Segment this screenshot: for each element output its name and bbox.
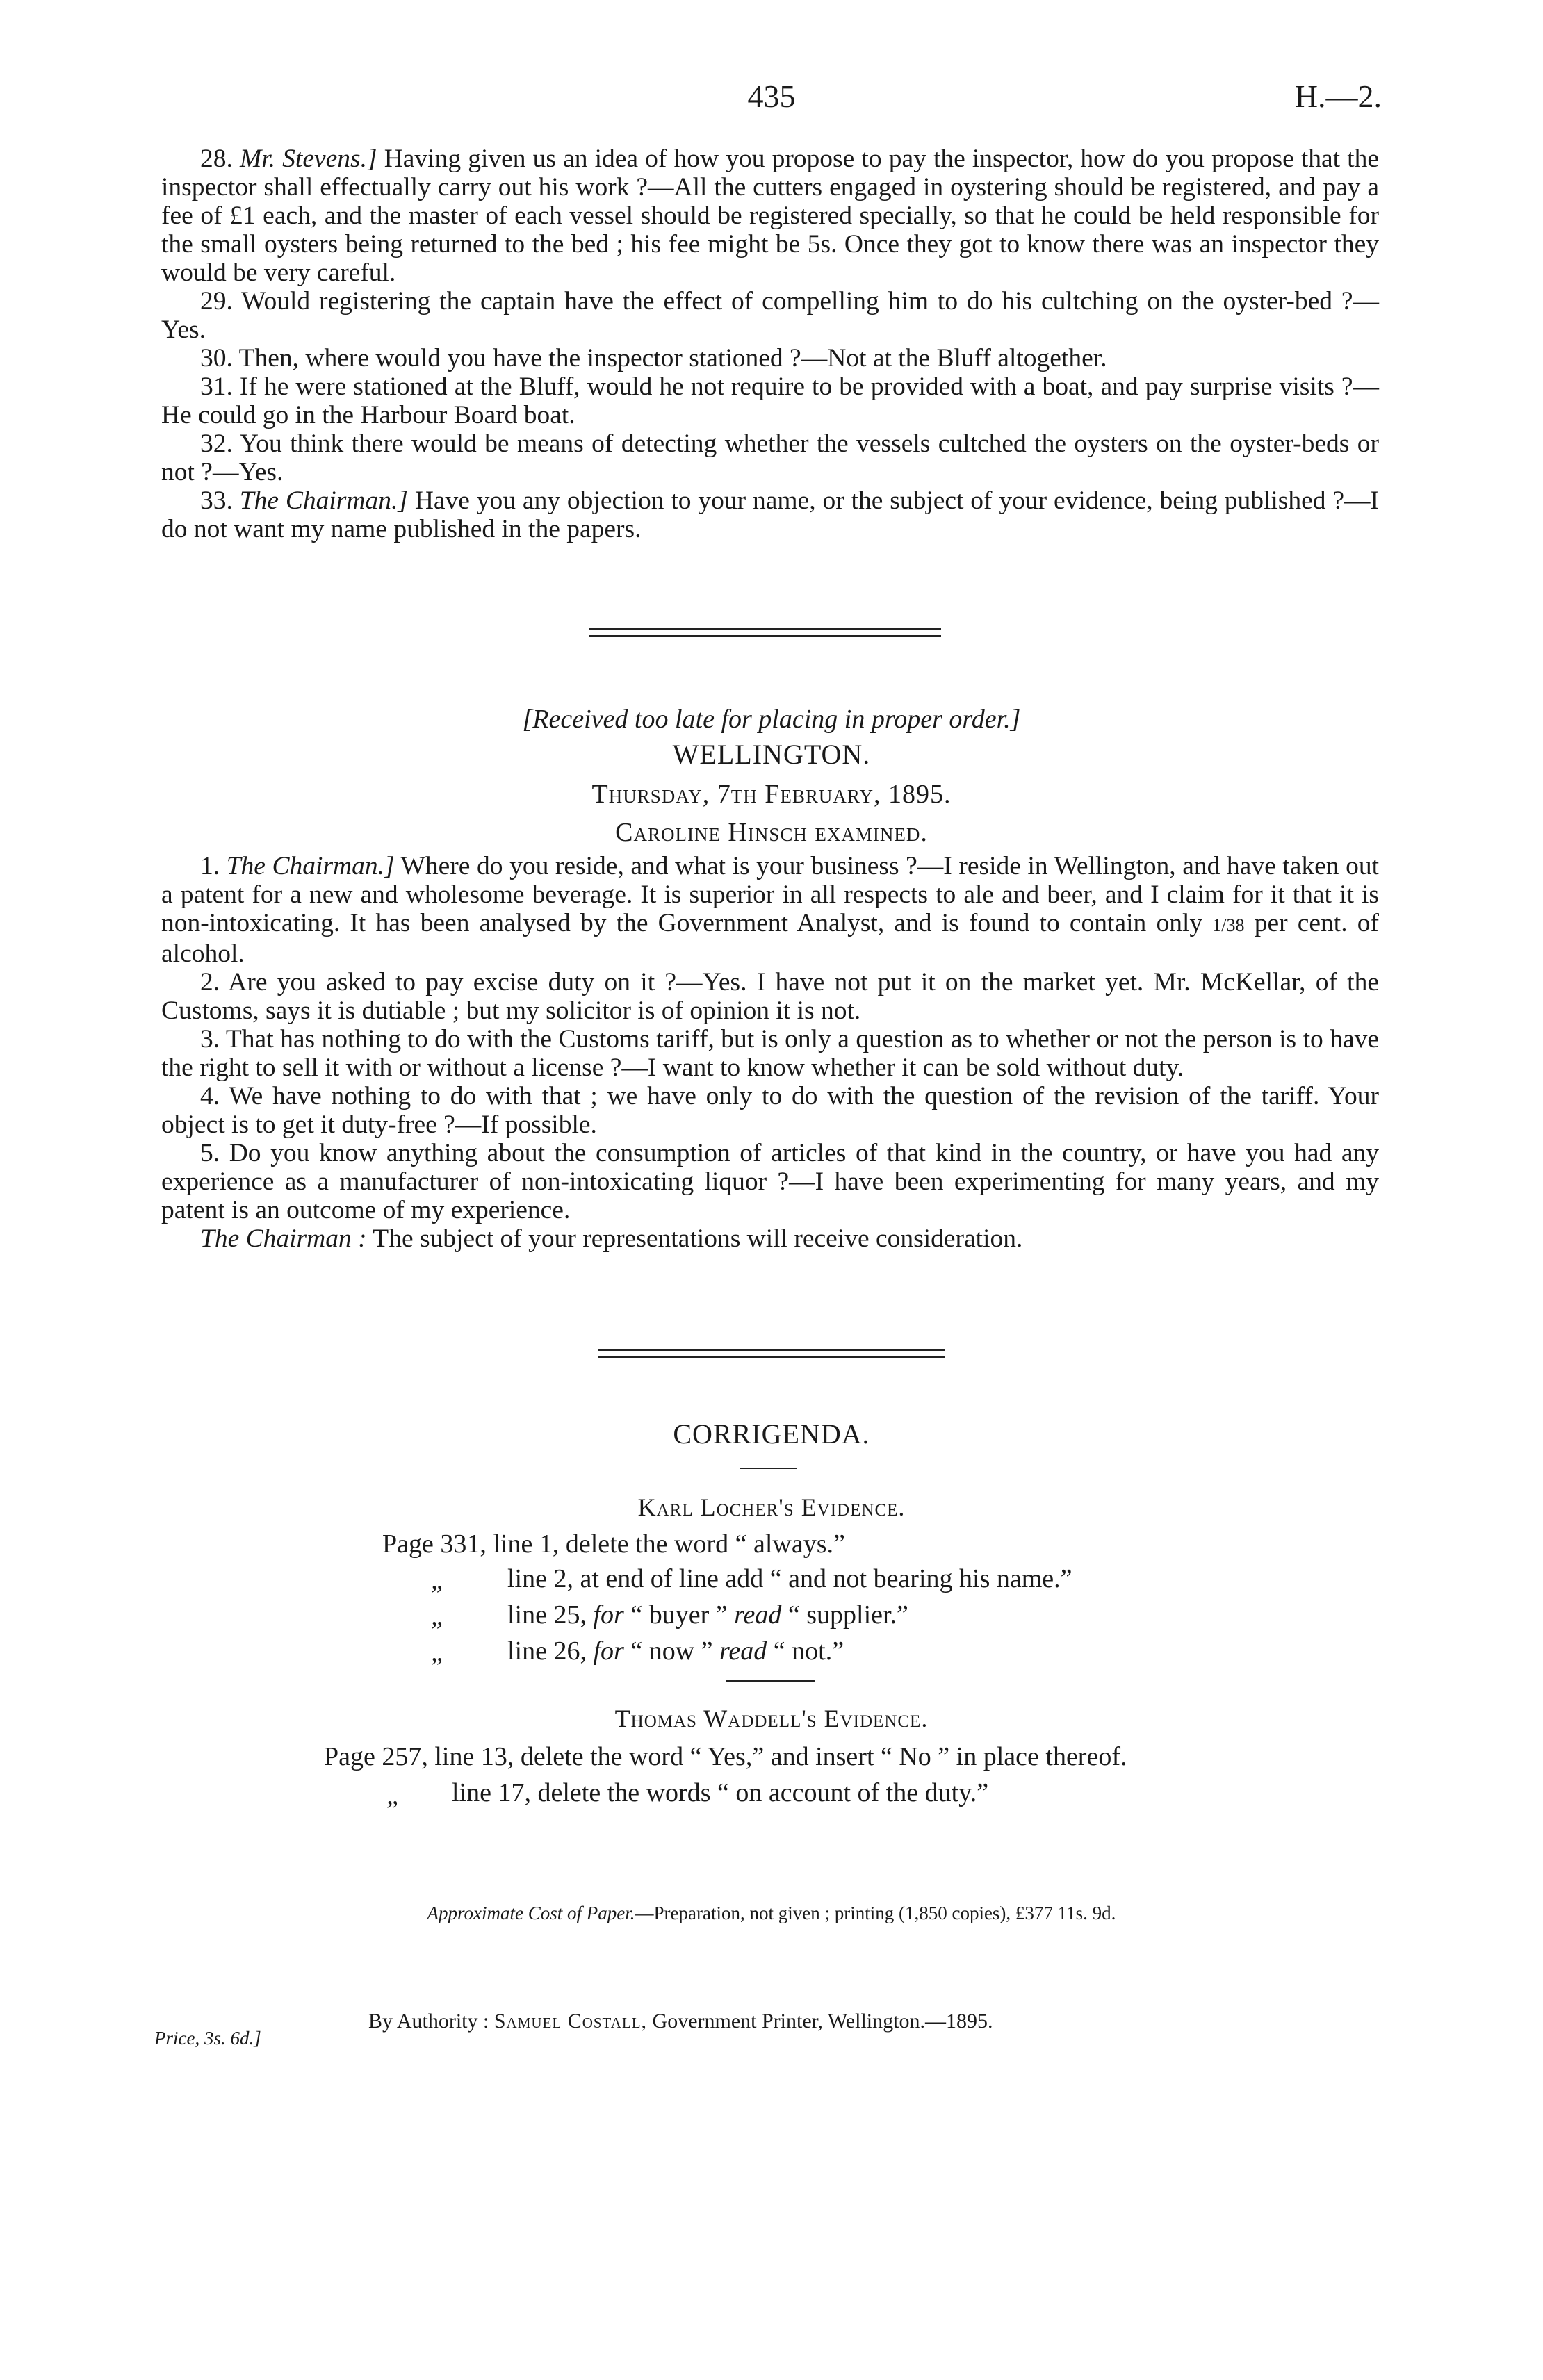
corrigendum-locher-4: line 26, for “ now ” read “ not.” (507, 1636, 844, 1666)
question-4: 4. We have nothing to do with that ; we have only to do with the question of the revision of the tariff. Your object is to get it duty-free ?—If possible. (161, 1082, 1379, 1139)
corrigendum-waddell-2: line 17, delete the words “ on account of the duty.” (452, 1778, 989, 1807)
corrigendum-locher-3: line 25, for “ buyer ” read “ supplier.” (507, 1600, 908, 1630)
ditto-mark: „ (431, 1566, 446, 1595)
question-32: 32. You think there would be means of detecting whether the vessels cultched the oysters on the oyster-beds or not ?—Yes. (161, 429, 1379, 486)
question-28: 28. Mr. Stevens.] Having given us an idea of how you propose to pay the inspector, how do you propose that the inspector shall effectually carry out his work ?—All the cutters engaged in oystering should be registered, and pay a fee of £1 each, and the master of each vessel should be registered specially, so that he could be held responsible for the small oysters being returned to the bed ; his fee might be 5s. Once they got to know there was an inspector they would be very careful. (161, 145, 1379, 287)
corrigendum-locher-1: Page 331, line 1, delete the word “ always.” (382, 1529, 845, 1559)
section-divider-rule (589, 635, 941, 637)
section-divider-rule (598, 1356, 945, 1358)
received-late-note: [Received too late for placing in proper order.] (522, 705, 1021, 734)
short-rule (740, 1468, 797, 1469)
question-5: 5. Do you know anything about the consumption of articles of that kind in the country, or have you had any experience as a manufacturer of non-intoxicating liquor ?—I have been experimenting for many years, and my patent is an outcome of my experience. (161, 1139, 1379, 1224)
locher-evidence-heading: Karl Locher's Evidence. (637, 1493, 906, 1521)
question-2: 2. Are you asked to pay excise duty on it ?—Yes. I have not put it on the market yet. Mr. McKellar, of the Customs, says it is dutiable ; but my solicitor is of opinion it is not. (161, 968, 1379, 1025)
corrigendum-locher-2: line 2, at end of line add “ and not bearing his name.” (507, 1564, 1072, 1593)
evidence-block-stevens (161, 145, 1379, 543)
ditto-mark: „ (431, 1638, 446, 1667)
question-3: 3. That has nothing to do with the Customs tariff, but is only a question as to whether or not the person is to have the right to sell it with or without a license ?—I want to know whether it can be sold without duty. (161, 1025, 1379, 1082)
paper-reference: H.—2. (1294, 79, 1382, 114)
cost-of-paper: Approximate Cost of Paper.—Preparation, not given ; printing (1,850 copies), £377 11s. 9d. (427, 1903, 1116, 1923)
price-note: Price, 3s. 6d.] (154, 2028, 261, 2049)
printer-imprint: By Authority : Samuel Costall, Government Printer, Wellington.—1895. (368, 2010, 993, 2033)
place-heading: WELLINGTON. (672, 739, 871, 770)
witness-heading: Caroline Hinsch examined. (615, 818, 928, 847)
ditto-mark: „ (431, 1602, 446, 1631)
question-1: 1. The Chairman.] Where do you reside, and what is your business ?—I reside in Wellington, and have taken out a patent for a new and wholesome beverage. It is superior in all respects to ale and beer, and I claim for it that it is non-intoxicating. It has been analysed by the Government Analyst, and is found to contain only 1/38 per cent. of alcohol. (161, 852, 1380, 968)
section-divider-rule (598, 1349, 945, 1351)
section-divider-rule (589, 628, 941, 630)
waddell-evidence-heading: Thomas Waddell's Evidence. (614, 1705, 929, 1732)
corrigenda-title: CORRIGENDA. (673, 1418, 870, 1450)
short-rule (726, 1680, 815, 1682)
alcohol-fraction: 1/38 (1212, 915, 1245, 935)
corrigendum-waddell-1: Page 257, line 13, delete the word “ Yes,” and insert “ No ” in place thereof. (324, 1742, 1127, 1771)
question-30: 30. Then, where would you have the inspector stationed ?—Not at the Bluff altogether. (200, 344, 1107, 372)
hearing-date: Thursday, 7th February, 1895. (591, 780, 952, 809)
evidence-block-hinsch (161, 852, 1379, 1253)
ditto-mark: „ (386, 1781, 402, 1810)
chairman-closing: The Chairman : The subject of your representations will receive consideration. (200, 1224, 1023, 1253)
question-33: 33. The Chairman.] Have you any objection to your name, or the subject of your evidence, being published ?—I do not want my name published in the papers. (161, 486, 1380, 543)
question-29: 29. Would registering the captain have the effect of compelling him to do his cultching on the oyster-bed ?—Yes. (161, 287, 1379, 344)
page-number: 435 (747, 79, 796, 114)
question-31: 31. If he were stationed at the Bluff, would he not require to be provided with a boat, and pay surprise visits ?—He could go in the Harbour Board boat. (161, 372, 1379, 429)
